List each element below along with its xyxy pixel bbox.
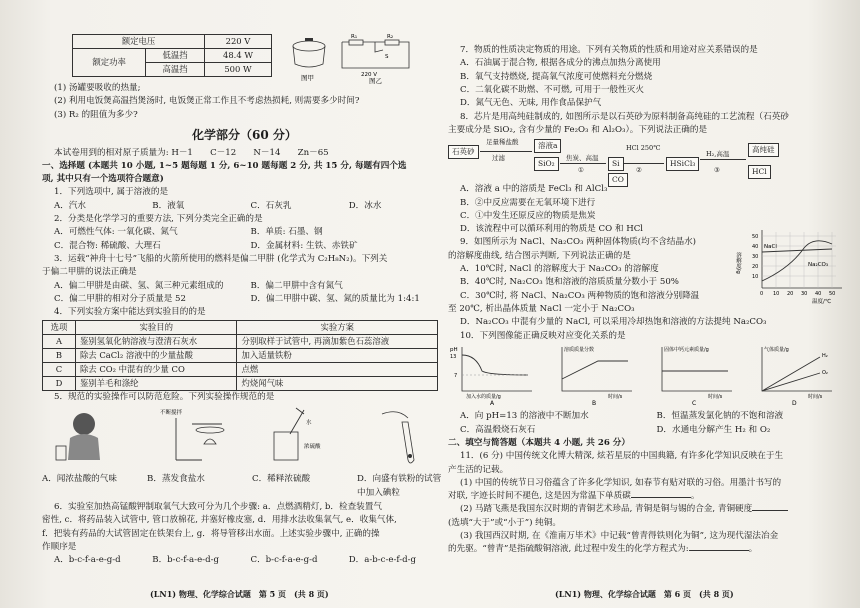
table-cell: 低温挡 xyxy=(146,49,205,63)
flow-label: 足量稀盐酸 xyxy=(486,138,519,147)
physics-q2: (2) 利用电饭煲高温挡煲汤时, 电饭煲正常工作且不考虑热损耗, 则需要多少时间? xyxy=(54,96,360,107)
y-tick: 50 xyxy=(752,234,759,241)
graph-label: H₂ xyxy=(822,352,828,359)
answer-blank[interactable] xyxy=(631,497,691,498)
question-11-3-cont: 的先驱。“曾青”是指硫酸铜溶液, 此过程中发生的化学方程式为: 。 xyxy=(448,544,758,555)
table-cell: 除去 CaCl₂ 溶液中的少量盐酸 xyxy=(75,348,237,362)
graph-a xyxy=(450,347,532,407)
table-cell: 点燃 xyxy=(237,362,438,376)
table-cell: 加入适量铁粉 xyxy=(237,348,438,362)
y-axis-label: 溶解度/g xyxy=(735,252,741,275)
option: D．该流程中可以循环利用的物质是 CO 和 HCl xyxy=(460,224,644,235)
x-tick: 30 xyxy=(801,291,808,298)
table-row xyxy=(43,348,438,362)
flow-arrow xyxy=(560,163,606,164)
flow-label: HCl 250℃ xyxy=(626,144,661,153)
x-tick: 0 xyxy=(760,291,764,298)
solubility-curve-chart xyxy=(735,222,850,306)
chemistry-section-title: 化学部分（60 分） xyxy=(192,127,297,142)
graph-d xyxy=(762,346,832,407)
question-6-options xyxy=(42,554,447,567)
option: D．冰水 xyxy=(348,200,382,211)
part1-title: 一、选择题 (本题共 10 小题, 1~5 题每题 1 分, 6~10 题每题 2 分, 共 15 分, 每题有四个选 xyxy=(42,160,407,171)
r1-label: R₁ xyxy=(351,34,358,40)
experiment-table xyxy=(42,320,438,391)
graph-label: 13 xyxy=(450,353,457,360)
flow-label: ② xyxy=(636,166,642,175)
flow-box: HCl xyxy=(748,165,771,179)
question-5-options xyxy=(42,473,447,500)
option: A．偏二甲肼是由碳、氢、氮三种元素组成的 xyxy=(54,280,224,291)
water-label: 水 xyxy=(306,419,312,426)
question-11-3: (3) 我国西汉时期, 在《淮南万毕术》中记载“曾青得铁则化为铜”, 这为现代湿法冶金 xyxy=(460,531,779,542)
question-1-options xyxy=(42,200,447,213)
question-3: 3．运载“神舟十七号”飞船的火箭所使用的燃料是偏二甲肼 (化学式为 C₂H₈N₂)。下列关 xyxy=(54,254,388,265)
question-9-cont: 的溶解度曲线, 结合图示判断, 下列说法正确的是 xyxy=(448,250,631,261)
flow-label: ① xyxy=(578,166,584,175)
acid-label: 浓硫酸 xyxy=(304,443,321,450)
table-header: 选项 xyxy=(43,320,76,334)
y-tick: 10 xyxy=(752,274,759,281)
rated-params-table xyxy=(72,34,272,77)
option: B．单质: 石墨、钢 xyxy=(250,227,323,238)
table-cell: 高温挡 xyxy=(146,63,205,77)
flow-box: HSiCl₃ xyxy=(666,157,699,171)
question-11-2 xyxy=(448,503,853,516)
flow-box: CO xyxy=(608,173,628,187)
option: A．溶液 a 中的溶质是 FeCl₃ 和 AlCl₃ xyxy=(460,184,608,195)
question-6-cont: 作顺序是 xyxy=(42,541,77,552)
table-cell: 48.4 W xyxy=(204,49,271,63)
flow-label: 焦炭、高温 xyxy=(566,154,599,163)
option-cont: 至 20℃, 析出晶体质量 NaCl 一定小于 Na₂CO₃ xyxy=(448,304,635,314)
option: C．高温煅烧石灰石 xyxy=(460,424,536,435)
question-11-1: (1) 中国的传统节日习俗蕴含了许多化学知识, 如春节有贴对联的习俗。用墨汁书写的 xyxy=(460,477,782,488)
y-tick: 20 xyxy=(752,264,759,271)
flow-arrow xyxy=(480,151,532,152)
option: B．液氧 xyxy=(152,200,185,211)
option: C．石灰乳 xyxy=(250,200,292,211)
x-tick: 20 xyxy=(787,291,794,298)
graph-label: 气体质量/g xyxy=(764,346,789,353)
question-9-block xyxy=(448,236,853,329)
option: C．①中发生还原反应的物质是焦炭 xyxy=(460,210,596,221)
question-5: 5．规范的实验操作可以防范危险。下列实验操作规范的是 xyxy=(54,391,275,402)
option: B．偏二甲肼中含有氮气 xyxy=(250,280,343,291)
flow-label: 过滤 xyxy=(492,154,505,163)
fig-yi-label: 图乙 xyxy=(369,77,382,85)
option: A．石油属于混合物, 根据各成分的沸点加热分离使用 xyxy=(460,58,661,69)
table-row xyxy=(43,376,438,390)
flow-arrow xyxy=(700,159,746,160)
fig-jia-label: 图甲 xyxy=(301,74,314,82)
table-cell: 鉴别羊毛和涤纶 xyxy=(75,376,237,390)
question-2: 2．分类是化学学习的重要方法, 下列分类完全正确的是 xyxy=(54,214,263,225)
option: D．Na₂CO₃ 中混有少量的 NaCl, 可以采用冷却热饱和溶液的方法提纯 Na₂CO₃ xyxy=(460,317,767,328)
nacl-curve-label: NaCl xyxy=(764,244,777,251)
question-2-options xyxy=(42,226,447,253)
physics-q1: (1) 汤罐要吸收的热量; xyxy=(54,83,141,93)
option: C．二氧化碳不助燃、不可燃, 可用于一般性灭火 xyxy=(460,84,644,95)
physics-q3: (3) R₂ 的阻值为多少? xyxy=(54,109,138,120)
r2-label: R₂ xyxy=(387,34,394,40)
table-cell: B xyxy=(43,348,76,362)
option: C．偏二甲肼的相对分子质量是 52 xyxy=(54,293,186,304)
option: A．b-c-f-a-e-g-d xyxy=(54,555,121,566)
lab-operation-figures xyxy=(42,404,442,468)
flow-box: SiO₂ xyxy=(534,157,559,171)
option: B．恒温蒸发氯化钠的不饱和溶液 xyxy=(656,411,784,422)
question-3-options xyxy=(42,280,447,307)
option: C．稀释浓硫酸 xyxy=(252,474,311,485)
table-cell: C xyxy=(43,362,76,376)
flow-label: ③ xyxy=(714,166,720,175)
graph-label: 时间/s xyxy=(608,393,623,400)
question-11-cont: 产生活的记载。 xyxy=(448,464,509,475)
question-8: 8．芯片是用高纯硅制成的, 如图所示是以石英砂为原料制备高纯硅的工艺流程（石英砂 xyxy=(460,111,789,122)
graph-label: A xyxy=(490,399,495,407)
question-4: 4．下列实验方案中能达到实验目的的是 xyxy=(54,307,206,318)
text: (2) 马踏飞燕是我国东汉时期的青铜艺术珍品, 青铜是铜与锡的合金, 青铜硬度 xyxy=(460,504,753,515)
option: C．混合物: 稀硫酸、大理石 xyxy=(54,240,161,251)
option: C．b-c-f-a-e-g-d xyxy=(250,555,318,566)
process-flow-diagram xyxy=(448,138,853,185)
graph-label: B xyxy=(592,399,597,407)
option: B．b-c-f-a-e-d-g xyxy=(152,555,219,566)
table-cell: 分别取样于试管中, 再滴加紫色石蕊溶液 xyxy=(237,334,438,348)
table-cell: 额定电压 xyxy=(73,35,205,49)
question-1: 1．下列选项中, 属于溶液的是 xyxy=(54,187,169,198)
option: D．偏二甲肼中碳、氢、氮的质量比为 1:4:1 xyxy=(250,293,420,304)
table-cell: 灼烧闻气味 xyxy=(237,376,438,390)
rice-cooker-figure xyxy=(287,30,427,84)
text: 的先驱。“曾青”是指硫酸铜溶液, 此过程中发生的化学方程式为: xyxy=(448,544,689,555)
stir-label: 不断搅拌 xyxy=(160,409,183,416)
switch-label: S xyxy=(385,54,389,60)
question-6-cont: f．把装有药品的大试管固定在铁架台上, g．将导管移出水面。上述实验步骤中, 正确的操 xyxy=(42,528,380,539)
graph-label: 溶质质量分数 xyxy=(564,346,595,353)
graph-b xyxy=(562,346,632,407)
physics-header-area xyxy=(42,34,447,85)
graph-label: O₂ xyxy=(822,369,828,376)
question-3-cont: 于偏二甲肼的说法正确是 xyxy=(42,267,137,278)
x-tick: 10 xyxy=(773,291,780,298)
option: C．30℃时, 将 NaCl、Na₂CO₃ 两种物质的饱和溶液分别降温 xyxy=(460,290,700,301)
graph-label: 7 xyxy=(454,372,458,379)
page-footer-right: (LN1) 物理、化学综合试题 第 6 页 (共 8 页) xyxy=(555,589,734,599)
question-10-options xyxy=(448,410,853,437)
part2-title: 二、填空与简答题（本题共 4 小题, 共 26 分） xyxy=(448,437,630,448)
answer-blank[interactable] xyxy=(752,510,788,511)
option: A．10℃时, NaCl 的溶解度大于 Na₂CO₃ 的溶解度 xyxy=(460,264,659,275)
option: B．②中反应需要在无氧环境下进行 xyxy=(460,197,596,208)
flow-label: H₂,高温 xyxy=(706,150,730,159)
graph-label: 时间/s xyxy=(808,393,823,400)
flow-arrow xyxy=(624,163,664,164)
y-tick: 40 xyxy=(752,244,759,251)
question-11-1-cont: 对联, 字迹长时间不褪色, 这是因为常温下单质碳 。 xyxy=(448,491,700,502)
table-header: 实验方案 xyxy=(237,320,438,334)
graph-label: C xyxy=(692,399,697,407)
graph-label: 时间/s xyxy=(708,393,723,400)
table-cell: 额定功率 xyxy=(73,49,146,77)
text: 对联, 字迹长时间不褪色, 这是因为常温下单质碳 xyxy=(448,491,631,502)
left-page xyxy=(42,34,447,567)
table-cell: 220 V xyxy=(204,35,271,49)
graph-c xyxy=(662,346,732,407)
option: B．氧气支持燃烧, 提高氧气浓度可使燃料充分燃烧 xyxy=(460,71,653,82)
option: D．金属材料: 生铁、赤铁矿 xyxy=(250,240,358,251)
table-row xyxy=(43,362,438,376)
graph-label: pH xyxy=(450,346,458,353)
question-11-2-cont: (选填“大于”或“小于”) 纯铜。 xyxy=(448,517,561,528)
question-8-cont: 主要成分是 SiO₂, 含有少量的 Fe₂O₃ 和 Al₂O₃）。下列说法正确的是 xyxy=(448,124,708,135)
option: B．蒸发食盐水 xyxy=(147,474,205,485)
option: D．向盛有铁粉的试管中加入碘粒 xyxy=(357,474,442,498)
page-footer-left: (LN1) 物理、化学综合试题 第 5 页 (共 8 页) xyxy=(150,589,329,599)
x-tick: 50 xyxy=(829,291,836,298)
option: A．闻浓盐酸的气味 xyxy=(42,474,117,485)
option: A．向 pH=13 的溶液中不断加水 xyxy=(460,411,589,422)
table-cell: D xyxy=(43,376,76,390)
part1-title-cont: 项, 其中只有一个选项符合题意) xyxy=(42,174,164,185)
flow-box: 石英砂 xyxy=(448,145,479,159)
table-cell: 鉴别氢氧化钠溶液与澄清石灰水 xyxy=(75,334,237,348)
table-cell: 500 W xyxy=(204,63,271,77)
flow-box: 高纯硅 xyxy=(748,143,779,157)
option: A．汽水 xyxy=(54,200,86,211)
voltage-label: 220 V xyxy=(361,72,378,78)
table-cell: A xyxy=(43,334,76,348)
option: A．可燃性气体: 一氧化碳、氮气 xyxy=(54,227,178,238)
right-page xyxy=(448,44,853,557)
table-cell: 除去 CO₂ 中混有的少量 CO xyxy=(75,362,237,376)
graph-label: 固体中钙元素质量/g xyxy=(664,346,709,353)
question-9: 9．如图所示为 NaCl、Na₂CO₃ 两种固体物质(均不含结晶水) xyxy=(460,237,697,248)
y-tick: 30 xyxy=(752,254,759,261)
question-11: 11．(6 分) 中国传统文化博大精深, 炫若星辰的中国典籍, 有许多化学知识反映在于生 xyxy=(460,451,784,462)
question-6-cont: 密性, c．将药品装入试管中, 管口放棉花, 并塞好橡皮塞, d．用排水法收集氧气, e．收集气体, xyxy=(42,515,397,526)
table-row xyxy=(43,334,438,348)
option: D．水通电分解产生 H₂ 和 O₂ xyxy=(656,424,771,435)
flow-box: Si xyxy=(608,157,624,171)
table-header: 实验目的 xyxy=(75,320,237,334)
answer-blank[interactable] xyxy=(689,550,749,551)
graph-label: 加入水的质量/g xyxy=(466,393,501,400)
na2co3-curve-label: Na₂CO₃ xyxy=(808,262,829,269)
question-6: 6．实验室加热高锰酸钾制取氧气大致可分为几个步骤: a．点燃酒精灯, b．检查装置气 xyxy=(54,501,382,512)
option: D．a-b-c-e-f-d-g xyxy=(348,555,417,566)
question-10-graphs xyxy=(448,343,848,405)
atomic-mass-note: 本试卷用到的相对原子质量为: H－1 C－12 N－14 Zn－65 xyxy=(54,147,329,158)
option: B．40℃时, Na₂CO₃ 饱和溶液的溶质质量分数小于 50% xyxy=(460,277,679,288)
option: D．氮气无色、无味, 用作食品保护气 xyxy=(460,98,602,109)
question-10: 10．下列图像能正确反映对应变化关系的是 xyxy=(460,330,626,341)
x-axis-label: 温度/℃ xyxy=(812,299,832,306)
x-tick: 40 xyxy=(815,291,822,298)
graph-label: D xyxy=(792,399,797,407)
flow-box: 溶液a xyxy=(534,139,561,153)
question-7: 7．物质的性质决定物质的用途。下列有关物质的性质和用途对应关系错误的是 xyxy=(460,45,758,55)
